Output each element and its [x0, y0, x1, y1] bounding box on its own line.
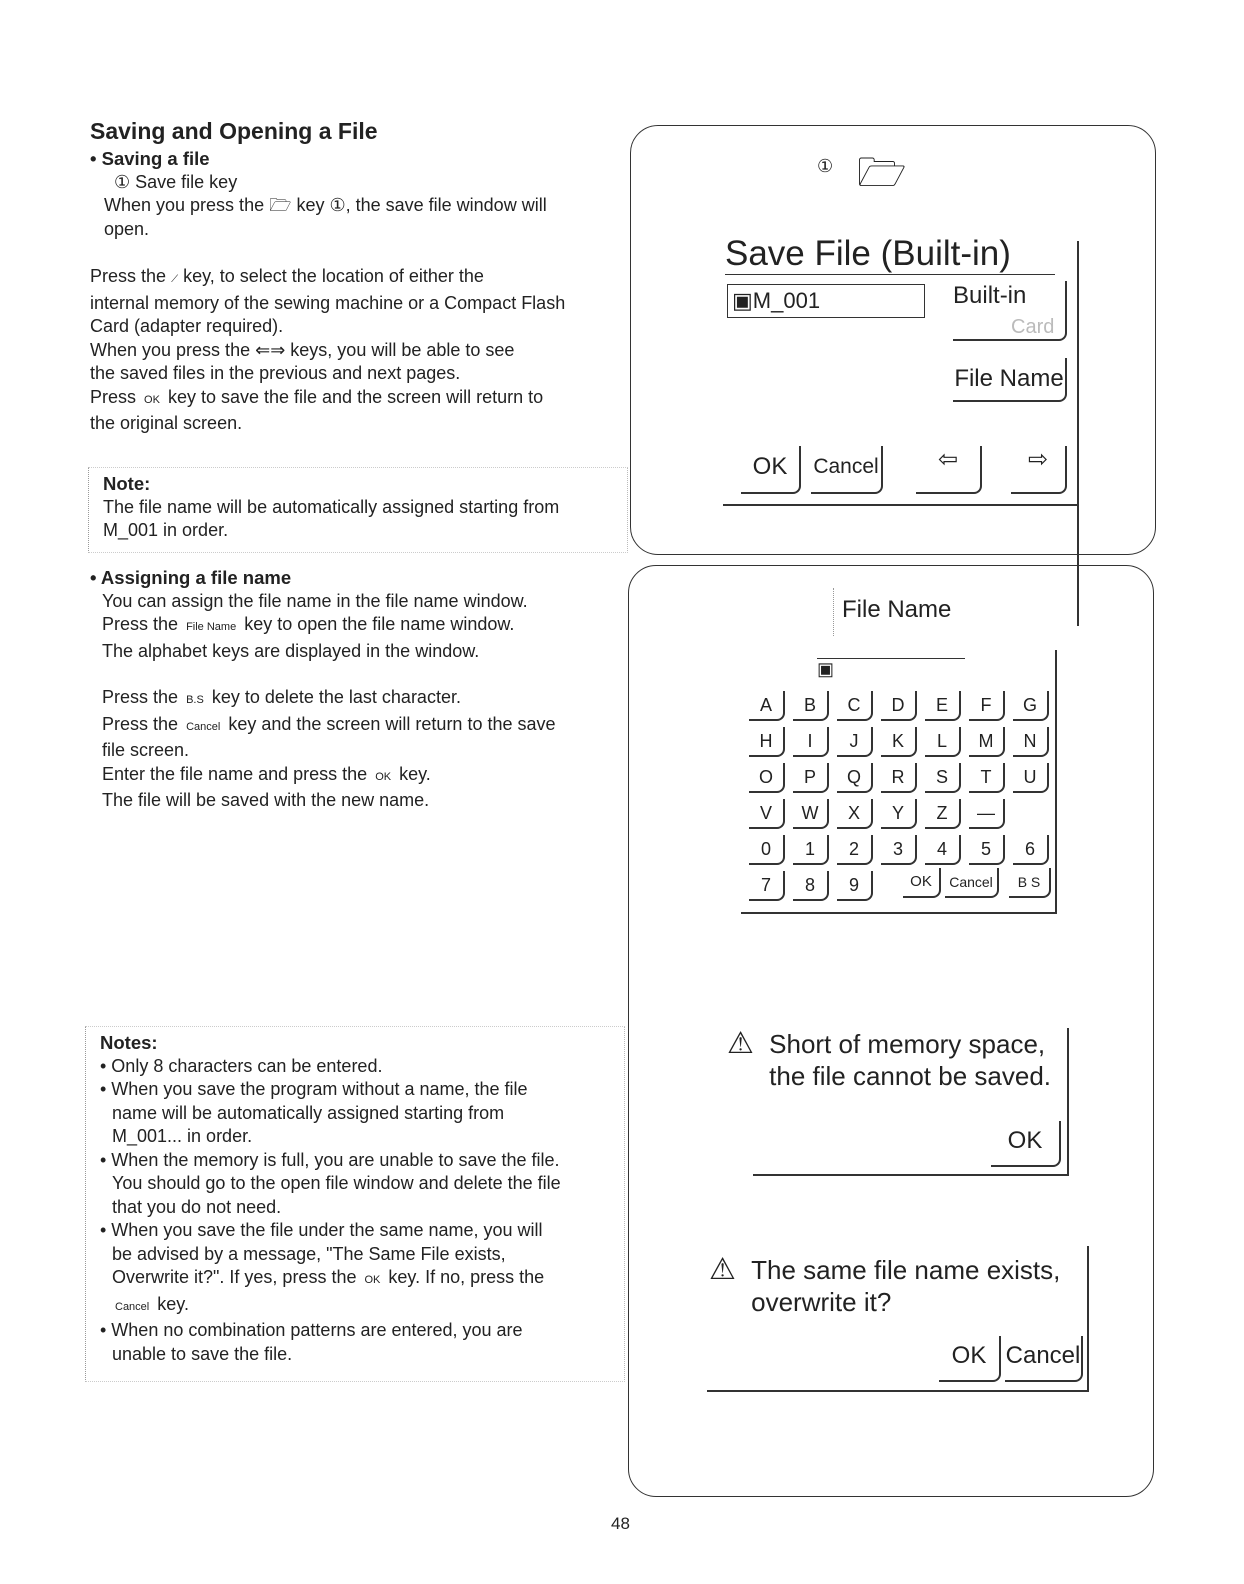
next-page-key[interactable] [1011, 446, 1067, 494]
screen-title: Save File (Built-in) [725, 234, 1055, 275]
file-name-key[interactable]: File Name [953, 358, 1067, 402]
char-key[interactable]: 9 [837, 871, 873, 901]
left-arrow-icon: ⇦ [937, 446, 959, 473]
note-line: The file name will be automatically assigned starting from [103, 496, 560, 517]
char-key[interactable]: R [881, 763, 917, 793]
prev-next-icons: ⇐⇒ [255, 339, 286, 360]
builtin-card-key[interactable]: Built-in Card [953, 281, 1067, 341]
char-key[interactable]: J [837, 727, 873, 757]
page-number: 48 [611, 1514, 630, 1533]
char-key[interactable]: E [925, 691, 961, 721]
char-key[interactable]: U [1013, 763, 1049, 793]
filename-field[interactable]: ▣M_001 [727, 284, 925, 318]
char-key[interactable]: 2 [837, 835, 873, 865]
text-line: The alphabet keys are displayed in the window. [102, 640, 480, 661]
text-line: Press the File Name key to open the file name window. [102, 614, 515, 634]
save-file-key-icon[interactable]: 🗁 [857, 151, 907, 195]
char-key[interactable]: C [837, 691, 873, 721]
char-key[interactable]: T [969, 763, 1005, 793]
notes-title: Notes: [100, 1032, 158, 1053]
note-item: • When the memory is full, you are unable to save the file. [100, 1149, 560, 1170]
file-name-window-title: File Name [833, 588, 952, 636]
char-key[interactable]: 5 [969, 835, 1005, 865]
char-key[interactable]: G [1013, 691, 1049, 721]
char-key[interactable]: Z [925, 799, 961, 829]
cancel-key[interactable]: Cancel [811, 446, 883, 494]
char-key[interactable]: Y [881, 799, 917, 829]
char-key[interactable]: D [881, 691, 917, 721]
char-key[interactable]: 6 [1013, 835, 1049, 865]
char-key[interactable]: H [749, 727, 785, 757]
saving-section [90, 147, 620, 436]
char-key[interactable]: 4 [925, 835, 961, 865]
saving-heading: • Saving a file [90, 148, 210, 169]
char-key[interactable]: I [793, 727, 829, 757]
note-line: M_001 in order. [103, 520, 229, 540]
char-key[interactable]: O [749, 763, 785, 793]
saving-p4: Press OK key to save the file and the screen will return to the original screen. [90, 386, 544, 433]
callout-marker: ① [817, 156, 834, 176]
note-item: be advised by a message, "The Same File exists, Overwrite it?". If yes, press the OK key. If no, press the Cancel key. [112, 1243, 545, 1314]
note-item: name will be automatically assigned starting from M_001... in order. [112, 1102, 505, 1146]
char-key[interactable]: — [969, 799, 1005, 829]
char-key[interactable]: L [925, 727, 961, 757]
char-key[interactable]: S [925, 763, 961, 793]
saving-p2: Press the ⟋ key, to select the location of either the internal memory of the sewing machine or a Compact Flash Card (adapter required). [90, 266, 566, 336]
char-key[interactable]: P [793, 763, 829, 793]
notes-box [85, 1026, 625, 1382]
char-key[interactable]: A [749, 691, 785, 721]
builtin-card-icon: ⟋ [171, 274, 179, 285]
char-key[interactable]: X [837, 799, 873, 829]
warning-icon: ⚠ [727, 1027, 754, 1060]
backspace-key[interactable]: B S [1009, 868, 1051, 898]
text-line: Press the B.S key to delete the last character. [102, 687, 461, 707]
note-item: • Only 8 characters can be entered. [100, 1055, 383, 1076]
prev-page-key[interactable] [916, 446, 982, 494]
saving-p3: When you press the ⇐⇒ keys, you will be able to see the saved files in the previous and next pages. [90, 339, 515, 383]
saving-p1: When you press the 🗁 key ①, the save file window will open. [104, 195, 547, 239]
text-line: Press the Cancel key and the screen will return to the save file screen. [102, 713, 556, 760]
assigning-heading: • Assigning a file name [90, 567, 292, 588]
name-entry-field[interactable]: ▣ [817, 658, 965, 680]
note-item: unable to save the file. [112, 1343, 293, 1364]
char-key[interactable]: 3 [881, 835, 917, 865]
right-arrow-icon: ⇨ [1027, 446, 1049, 473]
note-item: You should go to the open file window and delete the file that you do not need. [112, 1173, 561, 1217]
char-key[interactable]: 8 [793, 871, 829, 901]
warning-icon: ⚠ [709, 1253, 736, 1286]
note-box [88, 467, 628, 553]
note-item: • When no combination patterns are entered, you are [100, 1320, 523, 1340]
char-key[interactable]: N [1013, 727, 1049, 757]
ok-key[interactable]: OK [741, 446, 801, 494]
note-title: Note: [103, 473, 151, 494]
save-file-screen-panel [630, 125, 1156, 555]
assigning-section [90, 566, 620, 813]
note-item: • When you save the program without a name, the file [100, 1079, 528, 1099]
overwrite-cancel-key[interactable]: Cancel [1005, 1336, 1083, 1382]
note-item: • When you save the file under the same name, you will [100, 1220, 543, 1240]
text-line: Enter the file name and press the OK key. [102, 763, 431, 784]
text-line: The file will be saved with the new name. [102, 790, 430, 810]
text-line: You can assign the file name in the file name window. [102, 590, 528, 611]
file-name-screen-panel [628, 565, 1154, 1497]
keyboard-cancel-key[interactable]: Cancel [945, 868, 999, 898]
overwrite-ok-key[interactable]: OK [939, 1336, 1001, 1382]
char-key[interactable]: M [969, 727, 1005, 757]
char-key[interactable]: Q [837, 763, 873, 793]
char-key[interactable]: B [793, 691, 829, 721]
char-key[interactable]: V [749, 799, 785, 829]
memory-warning-ok-key[interactable]: OK [991, 1121, 1061, 1167]
char-key[interactable]: 7 [749, 871, 785, 901]
char-key[interactable]: W [793, 799, 829, 829]
memory-warning-dialog: ⚠ Short of memory space, the file cannot be saved. [727, 1027, 1052, 1091]
save-key-item: ① Save file key [114, 171, 238, 192]
page-title: Saving and Opening a File [90, 118, 378, 144]
char-key[interactable]: K [881, 727, 917, 757]
keyboard-ok-key[interactable]: OK [903, 868, 941, 898]
overwrite-dialog: ⚠ The same file name exists, overwrite it? [709, 1253, 1061, 1317]
char-key[interactable]: 0 [749, 835, 785, 865]
char-key[interactable]: F [969, 691, 1005, 721]
save-file-icon: 🗁 [269, 195, 292, 215]
char-key[interactable]: 1 [793, 835, 829, 865]
